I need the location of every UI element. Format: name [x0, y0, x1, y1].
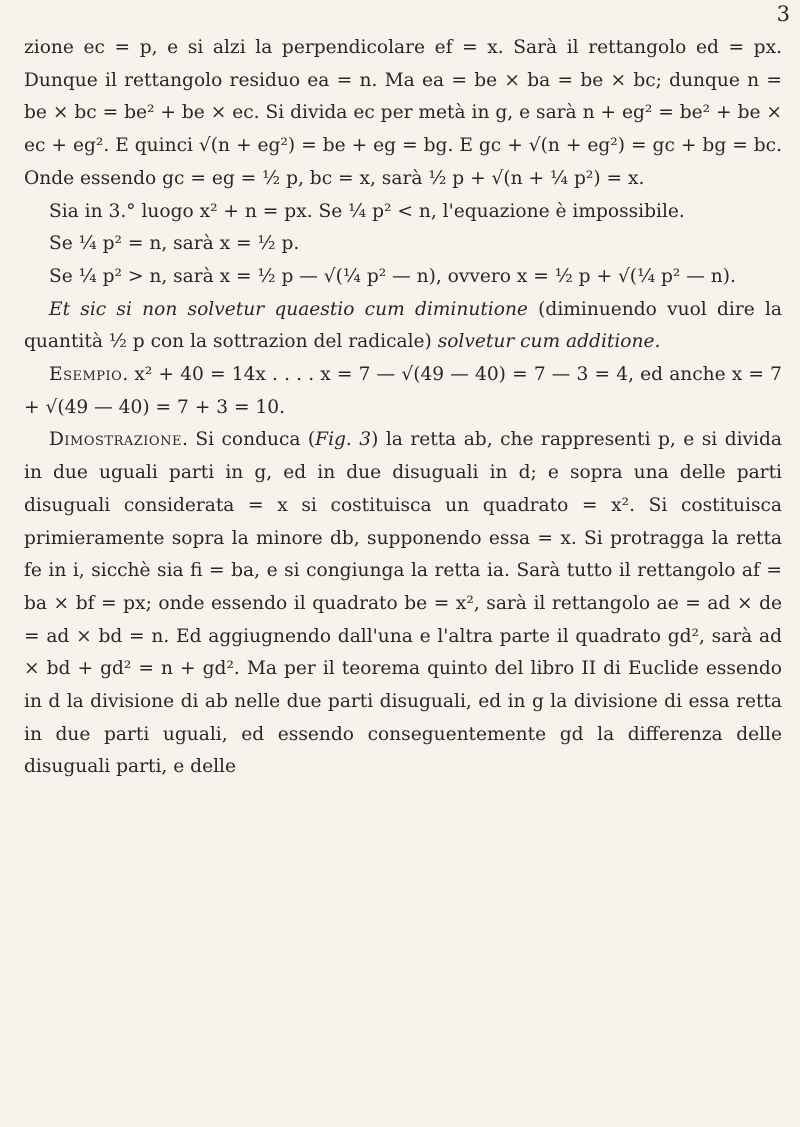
paragraph-1: zione ec = p, e si alzi la perpendicolare ef = x. Sarà il rettangolo ed = px. Dunque il rettangolo residuo ea = n. Ma ea = be × ba = be × bc; dunque n = be × bc = be² + be × ec. Si divida ec per metà in g, e sarà n + eg² = be² + be × ec + eg². E quinci √(n + eg²) = be + eg = bg. E gc + √(n + eg²) = gc + bg = bc. Onde essendo gc = eg = ½ p, bc = x, sarà ½ p + √(n + ¼ p²) = x.: [24, 37, 782, 189]
figure-reference: Fig. 3: [315, 429, 372, 451]
paragraph-2: Sia in 3.° luogo x² + n = px. Se ¼ p² < n, l'equazione è impossibile.: [49, 200, 685, 222]
body-text: [24, 32, 782, 784]
demonstration-label: Dimostrazione: [49, 429, 182, 451]
paragraph-6: [24, 359, 782, 424]
paragraph-5: [24, 294, 782, 359]
latin-phrase-2: solvetur cum additione.: [437, 331, 661, 353]
latin-phrase-1: Et sic si non solvetur quaestio cum diminutione: [49, 298, 528, 320]
example-text: . x² + 40 = 14x . . . . x = 7 — √(49 — 40) = 7 — 3 = 4, ed anche x = 7 + √(49 — 40) = 7 + 3 = 10.: [24, 364, 782, 418]
demonstration-text: ) la retta ab, che rappresenti p, e si divida in due uguali parti in g, ed in due disuguali in d; e sopra una delle parti disuguali considerata = x si costituisca un quadrato = x². Si costituisca primieramente sopra la minore db, supponendo essa = x. Si protragga la retta fe in i, sicchè sia fi = ba, e si congiunga la retta ia. Sarà tutto il rettangolo af = ba × bf = px; onde essendo il quadrato be = x², sarà il rettangolo ae = ad × de = ad × bd = n. Ed aggiugnendo dall'una e l'altra parte il quadrato gd², sarà ad × bd + gd² = n + gd². Ma per il teorema quinto del libro II di Euclide essendo in d la divisione di ab nelle due parti disuguali, ed in g la divisione di essa retta in due parti uguali, ed essendo conseguentemente gd la differenza delle disuguali parti, e delle: [24, 429, 782, 778]
page-number: 3: [776, 2, 790, 26]
explanation-text: (diminuendo vuol dire la quantità ½ p con la sottrazion del radicale): [24, 298, 782, 353]
paragraph-7: [24, 424, 782, 784]
demonstration-text-start: . Si conduca (: [181, 429, 316, 451]
paragraph-3: Se ¼ p² = n, sarà x = ½ p.: [49, 233, 300, 255]
paragraph-4: Se ¼ p² > n, sarà x = ½ p — √(¼ p² — n), ovvero x = ½ p + √(¼ p² — n).: [49, 265, 736, 287]
example-label: Esempio: [49, 364, 123, 386]
